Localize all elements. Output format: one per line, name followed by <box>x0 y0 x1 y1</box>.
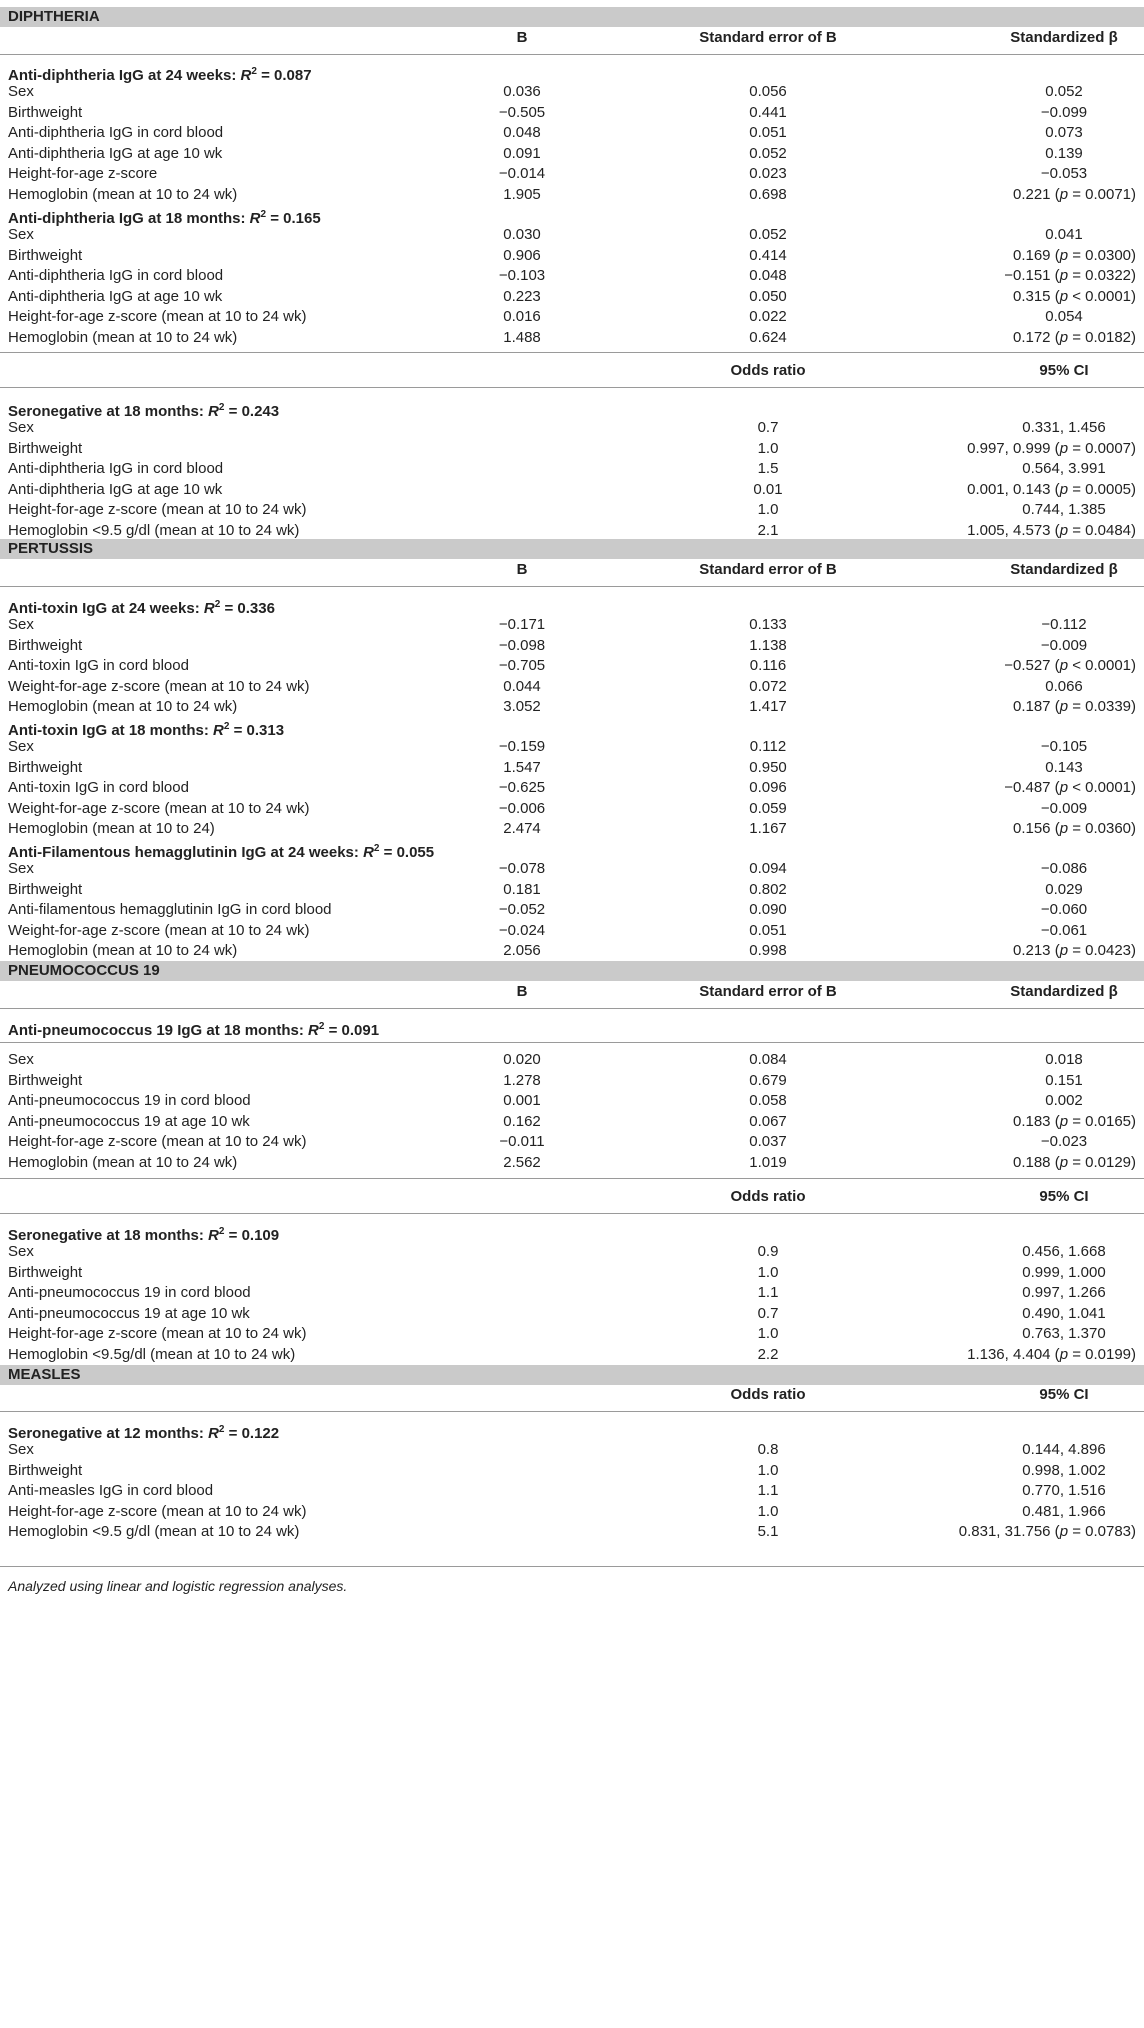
row-label: Height-for-age z-score (mean at 10 to 24 wk) <box>8 308 307 325</box>
row-label: Hemoglobin <9.5 g/dl (mean at 10 to 24 wk) <box>8 1523 300 1540</box>
table-row <box>0 480 1144 500</box>
row-label: Birthweight <box>8 758 83 776</box>
rule <box>0 1008 1144 1009</box>
value-beta: −0.023 <box>1040 1133 1088 1150</box>
col-header-b: B <box>516 983 528 1000</box>
group-title: Anti-toxin IgG at 24 weeks: $R^2 = 0.336$ <box>8 599 275 617</box>
value-ci: 0.456, 1.668 <box>1022 1243 1106 1260</box>
rule <box>0 1213 1144 1214</box>
row-label: Hemoglobin (mean at 10 to 24) <box>8 820 215 837</box>
value-beta: −0.099 <box>1040 103 1088 121</box>
table-row <box>0 287 1144 307</box>
group-title-row <box>0 62 1144 82</box>
value-b: −0.006 <box>498 799 546 817</box>
value-se: 0.048 <box>749 267 787 284</box>
value-beta: −0.086 <box>1040 860 1088 877</box>
col-header-beta: Standardized β <box>1010 983 1118 1000</box>
section-measles <box>0 1365 1144 1385</box>
value-b: 3.052 <box>503 698 541 715</box>
value-ci: 0.144, 4.896 <box>1022 1441 1106 1458</box>
row-label: Sex <box>8 1051 34 1068</box>
row-label: Sex <box>8 860 34 877</box>
group-title-row <box>0 398 1144 418</box>
value-beta: 0.018 <box>1045 1051 1083 1068</box>
footnote <box>0 1576 1144 1596</box>
value-ci: 0.744, 1.385 <box>1022 501 1106 518</box>
value-odds-ratio: 1.1 <box>757 1284 779 1301</box>
table-row <box>0 164 1144 184</box>
value-ci: 0.564, 3.991 <box>1022 460 1106 477</box>
row-label: Sex <box>8 83 34 100</box>
col-header-b: B <box>516 29 528 46</box>
value-se: 0.112 <box>749 738 787 755</box>
group-title-row <box>0 205 1144 225</box>
pertussis-header <box>0 560 1144 580</box>
row-label: Hemoglobin <9.5 g/dl (mean at 10 to 24 wk) <box>8 521 300 539</box>
rule <box>0 352 1144 353</box>
col-header-b: B <box>516 561 528 578</box>
section-title: MEASLES <box>8 1366 81 1383</box>
rule <box>0 54 1144 55</box>
group-title-row <box>0 1017 1144 1037</box>
row-label: Height-for-age z-score (mean at 10 to 24 wk) <box>8 501 307 518</box>
row-label: Birthweight <box>8 103 83 121</box>
table-row <box>0 1242 1144 1262</box>
row-label: Anti-diphtheria IgG in cord blood <box>8 460 224 477</box>
row-label: Sex <box>8 1243 34 1260</box>
value-b: −0.052 <box>498 901 546 918</box>
value-b: 2.474 <box>503 820 541 837</box>
footnote-text: Analyzed using linear and logistic regression analyses. <box>8 1578 348 1594</box>
value-odds-ratio: 0.01 <box>753 480 783 498</box>
value-se: 1.138 <box>749 636 787 654</box>
table-row <box>0 144 1144 164</box>
value-b: 0.162 <box>503 1112 541 1130</box>
value-odds-ratio: 1.0 <box>757 1461 779 1479</box>
group-title: Seronegative at 12 months: $R^2 = 0.122$ <box>8 1424 280 1442</box>
value-odds-ratio: 1.1 <box>757 1482 779 1499</box>
value-b: 0.048 <box>503 124 541 141</box>
value-beta: 0.052 <box>1045 83 1083 100</box>
value-se: 1.167 <box>749 820 787 837</box>
row-label: Sex <box>8 1441 34 1458</box>
value-beta: 0.213 (p = 0.0423) <box>1012 942 1136 959</box>
row-label: Anti-measles IgG in cord blood <box>8 1482 214 1499</box>
row-label: Sex <box>8 616 34 633</box>
row-label: Birthweight <box>8 439 83 457</box>
value-b: −0.014 <box>498 165 546 182</box>
value-beta: 0.169 (p = 0.0300) <box>1012 246 1136 264</box>
group-title: Anti-toxin IgG at 18 months: $R^2 = 0.313$ <box>8 721 285 739</box>
group-title-row <box>0 717 1144 737</box>
row-label: Birthweight <box>8 636 83 654</box>
row-label: Weight-for-age z-score (mean at 10 to 24 wk) <box>8 677 310 695</box>
col-header-beta: Standardized β <box>1010 29 1118 46</box>
row-label: Anti-pneumococcus 19 in cord blood <box>8 1092 251 1109</box>
row-label: Weight-for-age z-score (mean at 10 to 24 wk) <box>8 921 310 939</box>
table-row <box>0 1112 1144 1132</box>
value-ci: 0.831, 31.756 (p = 0.0783) <box>958 1523 1136 1540</box>
table-row <box>0 697 1144 717</box>
value-b: −0.011 <box>499 1133 545 1150</box>
table-row <box>0 1522 1144 1542</box>
value-b: 0.181 <box>503 880 541 898</box>
table-row <box>0 1304 1144 1324</box>
table-row <box>0 328 1144 348</box>
value-beta: −0.527 (p < 0.0001) <box>1004 657 1136 674</box>
row-label: Hemoglobin (mean at 10 to 24 wk) <box>8 1153 238 1171</box>
table-row <box>0 123 1144 143</box>
value-beta: −0.151 (p = 0.0322) <box>1004 267 1136 284</box>
rule <box>0 1411 1144 1412</box>
value-b: −0.705 <box>498 657 546 674</box>
value-ci: 0.999, 1.000 <box>1022 1263 1106 1281</box>
value-se: 0.414 <box>749 246 787 264</box>
table-row <box>0 1263 1144 1283</box>
table-row <box>0 1071 1144 1091</box>
value-ci: 1.136, 4.404 (p = 0.0199) <box>967 1345 1136 1363</box>
group-title: Seronegative at 18 months: $R^2 = 0.243$ <box>8 402 280 420</box>
value-beta: −0.487 (p < 0.0001) <box>1004 779 1136 796</box>
value-b: 1.488 <box>503 328 541 346</box>
value-se: 0.084 <box>749 1051 787 1068</box>
value-se: 0.802 <box>749 880 787 898</box>
value-b: 0.030 <box>503 226 541 243</box>
or-header-row <box>0 361 1144 381</box>
value-se: 0.022 <box>749 308 787 325</box>
value-beta: −0.061 <box>1040 921 1088 939</box>
value-odds-ratio: 1.0 <box>757 1263 779 1281</box>
table-row <box>0 921 1144 941</box>
value-ci: 1.005, 4.573 (p = 0.0484) <box>967 521 1136 539</box>
value-ci: 0.998, 1.002 <box>1022 1461 1106 1479</box>
table-row <box>0 615 1144 635</box>
col-header-odds-ratio: Odds ratio <box>730 1188 806 1205</box>
value-beta: −0.009 <box>1040 799 1088 817</box>
row-label: Height-for-age z-score (mean at 10 to 24 wk) <box>8 1502 307 1520</box>
value-ci: 0.997, 1.266 <box>1022 1284 1106 1301</box>
row-label: Hemoglobin (mean at 10 to 24 wk) <box>8 942 238 959</box>
row-label: Height-for-age z-score (mean at 10 to 24 wk) <box>8 1133 307 1150</box>
value-se: 0.052 <box>749 144 787 162</box>
value-odds-ratio: 5.1 <box>757 1523 779 1540</box>
value-se: 0.090 <box>749 901 787 918</box>
value-odds-ratio: 0.9 <box>757 1243 779 1260</box>
group-title: Anti-diphtheria IgG at 24 weeks: $R^2 = 0.087$ <box>8 66 312 84</box>
rule <box>0 586 1144 587</box>
value-beta: −0.105 <box>1040 738 1088 755</box>
table-row <box>0 819 1144 839</box>
row-label: Anti-filamentous hemagglutinin IgG in cord blood <box>8 901 332 918</box>
value-b: 0.223 <box>503 287 541 305</box>
col-header-odds-ratio: Odds ratio <box>730 1386 806 1403</box>
row-label: Hemoglobin <9.5g/dl (mean at 10 to 24 wk) <box>8 1345 296 1363</box>
table-row <box>0 636 1144 656</box>
value-b: 0.091 <box>503 144 541 162</box>
value-se: 0.023 <box>749 165 787 182</box>
value-se: 1.417 <box>749 698 787 715</box>
col-header-ci: 95% CI <box>1039 1386 1089 1403</box>
value-b: 2.056 <box>503 942 541 959</box>
row-label: Anti-toxin IgG in cord blood <box>8 657 189 674</box>
value-se: 0.441 <box>749 103 787 121</box>
value-se: 0.058 <box>749 1092 787 1109</box>
value-se: 0.133 <box>749 616 787 633</box>
row-label: Hemoglobin (mean at 10 to 24 wk) <box>8 185 238 203</box>
row-label: Weight-for-age z-score (mean at 10 to 24 wk) <box>8 799 310 817</box>
table-row <box>0 307 1144 327</box>
col-header-se: Standard error of B <box>699 983 837 1000</box>
table-row <box>0 1050 1144 1070</box>
value-ci: 0.001, 0.143 (p = 0.0005) <box>967 480 1136 498</box>
value-se: 0.072 <box>749 677 787 695</box>
row-label: Sex <box>8 226 34 243</box>
col-header-beta: Standardized β <box>1010 561 1118 578</box>
value-odds-ratio: 0.7 <box>757 419 779 436</box>
value-b: −0.103 <box>498 267 546 284</box>
col-header-se: Standard error of B <box>699 29 837 46</box>
value-ci: 0.490, 1.041 <box>1022 1304 1106 1322</box>
table-row <box>0 266 1144 286</box>
table-row <box>0 500 1144 520</box>
table-row <box>0 103 1144 123</box>
value-beta: 0.187 (p = 0.0339) <box>1012 698 1136 715</box>
value-beta: 0.073 <box>1045 124 1083 141</box>
row-label: Birthweight <box>8 1263 83 1281</box>
value-odds-ratio: 0.7 <box>757 1304 779 1322</box>
rule <box>0 1178 1144 1179</box>
group-title-row <box>0 1420 1144 1440</box>
value-odds-ratio: 2.2 <box>757 1345 779 1363</box>
section-pneumococcus <box>0 961 1144 981</box>
value-b: −0.098 <box>498 636 546 654</box>
group-title-row <box>0 839 1144 859</box>
value-odds-ratio: 1.0 <box>757 439 779 457</box>
value-se: 0.096 <box>749 779 787 796</box>
value-beta: 0.002 <box>1045 1092 1083 1109</box>
row-label: Height-for-age z-score (mean at 10 to 24 wk) <box>8 1325 307 1342</box>
value-odds-ratio: 1.5 <box>757 460 779 477</box>
group-title: Anti-Filamentous hemagglutinin IgG at 24 weeks: $R^2 = 0.055$ <box>8 843 435 861</box>
value-odds-ratio: 1.0 <box>757 501 779 518</box>
table-row <box>0 1324 1144 1344</box>
value-b: 0.016 <box>503 308 541 325</box>
value-b: 1.905 <box>503 185 541 203</box>
value-se: 0.624 <box>749 328 787 346</box>
row-label: Anti-diphtheria IgG at age 10 wk <box>8 480 223 498</box>
value-b: −0.159 <box>498 738 546 755</box>
value-b: 2.562 <box>503 1153 541 1171</box>
col-header-se: Standard error of B <box>699 561 837 578</box>
table-row <box>0 737 1144 757</box>
row-label: Anti-pneumococcus 19 at age 10 wk <box>8 1304 250 1322</box>
table-row <box>0 778 1144 798</box>
diphtheria-header <box>0 28 1144 48</box>
row-label: Anti-diphtheria IgG in cord blood <box>8 124 224 141</box>
table-row <box>0 656 1144 676</box>
table-row <box>0 1440 1144 1460</box>
or-header-row <box>0 1385 1144 1405</box>
value-se: 0.116 <box>749 657 787 674</box>
value-b: −0.078 <box>498 860 546 877</box>
value-b: 0.020 <box>503 1051 541 1068</box>
section-title: PNEUMOCOCCUS 19 <box>8 962 160 979</box>
table-row <box>0 246 1144 266</box>
value-b: −0.024 <box>498 921 546 939</box>
value-beta: 0.151 <box>1045 1071 1083 1089</box>
value-ci: 0.763, 1.370 <box>1022 1325 1106 1342</box>
value-b: −0.505 <box>498 103 546 121</box>
value-se: 0.094 <box>749 860 787 877</box>
table-row <box>0 677 1144 697</box>
or-header-row <box>0 1187 1144 1207</box>
table-row <box>0 225 1144 245</box>
row-label: Sex <box>8 738 34 755</box>
value-ci: 0.997, 0.999 (p = 0.0007) <box>967 439 1136 457</box>
value-odds-ratio: 1.0 <box>757 1325 779 1342</box>
group-title-row <box>0 1222 1144 1242</box>
value-ci: 0.770, 1.516 <box>1022 1482 1106 1499</box>
group-title: Seronegative at 18 months: $R^2 = 0.109$ <box>8 1226 280 1244</box>
table-row <box>0 799 1144 819</box>
row-label: Anti-pneumococcus 19 at age 10 wk <box>8 1112 250 1130</box>
value-beta: 0.183 (p = 0.0165) <box>1012 1112 1136 1130</box>
row-label: Birthweight <box>8 1461 83 1479</box>
row-label: Anti-toxin IgG in cord blood <box>8 779 189 796</box>
value-se: 0.950 <box>749 758 787 776</box>
value-beta: −0.060 <box>1040 901 1088 918</box>
value-b: 0.906 <box>503 246 541 264</box>
value-se: 1.019 <box>749 1153 787 1171</box>
value-beta: 0.066 <box>1045 677 1083 695</box>
row-label: Height-for-age z-score <box>8 165 158 182</box>
value-beta: 0.143 <box>1045 758 1083 776</box>
table-row <box>0 459 1144 479</box>
value-beta: 0.172 (p = 0.0182) <box>1012 328 1136 346</box>
row-label: Sex <box>8 419 34 436</box>
section-title: DIPHTHERIA <box>8 8 100 25</box>
section-diphtheria <box>0 7 1144 27</box>
row-label: Birthweight <box>8 1071 83 1089</box>
value-beta: 0.139 <box>1045 144 1083 162</box>
rule <box>0 1042 1144 1043</box>
row-label: Birthweight <box>8 246 83 264</box>
value-b: −0.625 <box>498 779 546 796</box>
table-row <box>0 1153 1144 1173</box>
row-label: Anti-diphtheria IgG in cord blood <box>8 267 224 284</box>
table-row <box>0 1283 1144 1303</box>
value-odds-ratio: 0.8 <box>757 1441 779 1458</box>
value-b: 0.044 <box>503 677 541 695</box>
table-row <box>0 418 1144 438</box>
value-b: 1.278 <box>503 1071 541 1089</box>
col-header-ci: 95% CI <box>1039 362 1089 379</box>
value-beta: −0.053 <box>1040 165 1088 182</box>
value-b: 1.547 <box>503 758 541 776</box>
value-se: 0.037 <box>749 1133 787 1150</box>
col-header-ci: 95% CI <box>1039 1188 1089 1205</box>
table-row <box>0 82 1144 102</box>
rule <box>0 1566 1144 1567</box>
row-label: Anti-diphtheria IgG at age 10 wk <box>8 144 223 162</box>
value-odds-ratio: 2.1 <box>757 521 779 539</box>
table-row <box>0 185 1144 205</box>
value-se: 0.679 <box>749 1071 787 1089</box>
value-se: 0.056 <box>749 83 787 100</box>
table-row <box>0 758 1144 778</box>
table-row <box>0 941 1144 961</box>
table-row <box>0 900 1144 920</box>
row-label: Anti-diphtheria IgG at age 10 wk <box>8 287 223 305</box>
row-label: Birthweight <box>8 880 83 898</box>
value-ci: 0.331, 1.456 <box>1022 419 1106 436</box>
value-beta: 0.054 <box>1045 308 1083 325</box>
pneumo-header <box>0 982 1144 1002</box>
table-row <box>0 1132 1144 1152</box>
value-ci: 0.481, 1.966 <box>1022 1502 1106 1520</box>
value-beta: −0.009 <box>1040 636 1088 654</box>
group-title: Anti-diphtheria IgG at 18 months: $R^2 = 0.165$ <box>8 209 321 227</box>
section-title: PERTUSSIS <box>8 540 94 557</box>
value-se: 0.998 <box>749 942 787 959</box>
value-beta: 0.029 <box>1045 880 1083 898</box>
value-se: 0.067 <box>749 1112 787 1130</box>
value-se: 0.050 <box>749 287 787 305</box>
table-row <box>0 1345 1144 1365</box>
table-row <box>0 1091 1144 1111</box>
value-se: 0.698 <box>749 185 787 203</box>
table-row <box>0 1502 1144 1522</box>
row-label: Hemoglobin (mean at 10 to 24 wk) <box>8 698 238 715</box>
table-row <box>0 859 1144 879</box>
value-b: 0.036 <box>503 83 541 100</box>
value-se: 0.059 <box>749 799 787 817</box>
value-beta: 0.188 (p = 0.0129) <box>1012 1153 1136 1171</box>
value-beta: 0.156 (p = 0.0360) <box>1012 820 1136 837</box>
value-se: 0.051 <box>749 921 787 939</box>
table-row <box>0 521 1144 541</box>
section-pertussis <box>0 539 1144 559</box>
table-row <box>0 1481 1144 1501</box>
group-title-row <box>0 595 1144 615</box>
row-label: Hemoglobin (mean at 10 to 24 wk) <box>8 328 238 346</box>
table-row <box>0 880 1144 900</box>
value-se: 0.051 <box>749 124 787 141</box>
value-b: 0.001 <box>503 1092 541 1109</box>
col-header-odds-ratio: Odds ratio <box>730 362 806 379</box>
table-row <box>0 1461 1144 1481</box>
value-beta: 0.041 <box>1045 226 1083 243</box>
rule <box>0 387 1144 388</box>
value-se: 0.052 <box>749 226 787 243</box>
value-beta: 0.315 (p < 0.0001) <box>1012 287 1136 305</box>
row-label: Anti-pneumococcus 19 in cord blood <box>8 1284 251 1301</box>
value-odds-ratio: 1.0 <box>757 1502 779 1520</box>
table-row <box>0 439 1144 459</box>
value-beta: −0.112 <box>1041 616 1087 633</box>
value-beta: 0.221 (p = 0.0071) <box>1012 185 1136 203</box>
value-b: −0.171 <box>498 616 546 633</box>
group-title: Anti-pneumococcus 19 IgG at 18 months: $R^2 = 0.091$ <box>8 1021 380 1039</box>
